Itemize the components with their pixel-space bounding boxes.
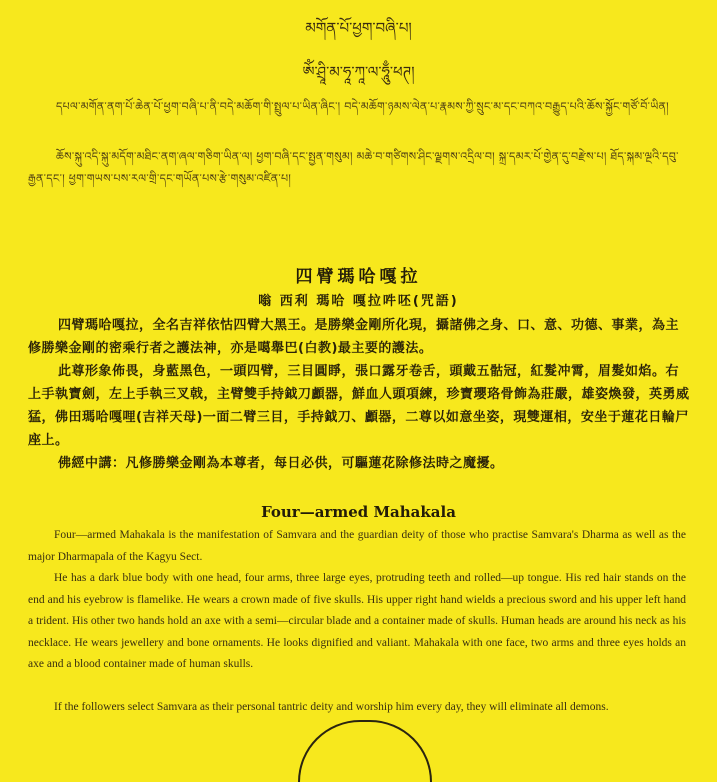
- english-title: Four—armed Mahakala: [261, 503, 456, 521]
- tibetan-title: མགོན་པོ་ཕྱག་བཞི་པ།: [305, 19, 412, 37]
- tibetan-mantra: ཨོཾ་ཤྲཱི་མ་ཧཱ་ཀཱ་ལ་ཧཱུྃ་ཕཊ།: [302, 63, 415, 81]
- chinese-paragraph-3: 佛經中講：凡修勝樂金剛為本尊者，每日必供，可驅蓮花除修法時之魔擾。: [58, 456, 504, 471]
- decorative-arc: [298, 720, 432, 782]
- tibetan-paragraph-1: དཔལ་མགོན་ནག་པོ་ཆེན་པོ་ཕྱག་བཞི་པ་ནི་བདེ་མཆོག་གི་སྤྲུལ་པ་ཡིན་ཞིང་། བདེ་མཆོག་ཉམས་ལེན་པ་རྣམས་ཀྱི་སྲུང་མ་དང་བཀའ་བརྒྱུད་པའི་ཆོས་སྐྱོང་གཙོ་བོ་ཡིན།: [56, 100, 669, 113]
- english-paragraph-2: He has a dark blue body with one head, four arms, three large eyes, protruding teeth and rolled—up tongue. His red hair stands on the end and his eyebrow is flamelike. He wears a crown made of five skulls. His upper right hand wields a precious sword and his upper left hand a trident. His other two hands hold an axe with a semi—circular blade and a container made of skulls. Human heads are around his neck as his necklace. He wears jewellery and bone ornaments. He looks dignified and valiant. Mahakala with one face, two arms and three eyes holds an axe and a blood container made of human skulls.: [28, 572, 686, 670]
- tibetan-paragraph-2: ཆོས་སྐུ་འདི་སྐུ་མདོག་མཐིང་ནག་ཞལ་གཅིག་ཡིན་ལ། ཕྱག་བཞི་དང་སྤྱན་གསུམ། མཆེ་བ་གཙིགས་ཤིང་ལྗགས་འདྲིལ་བ། སྐྲ་དམར་པོ་གྱེན་དུ་བརྫེས་པ། ཐོད་སྐམ་ལྔའི་དབུ་རྒྱན་དང་། ཕྱག་གཡས་པས་རལ་གྲི་དང་གཡོན་པས་རྩེ་གསུམ་འཛིན་པ།: [28, 150, 679, 185]
- chinese-title: 四臂瑪哈嘎拉: [295, 267, 422, 287]
- english-paragraph-1: Four—armed Mahakala is the manifestation of Samvara and the guardian deity of those who practise Samvara's Dharma as well as the major Dharmapala of the Kagyu Sect.: [28, 529, 686, 563]
- chinese-paragraph-1: 四臂瑪哈嘎拉，全名吉祥依怙四臂大黑王。是勝樂金剛所化現，攝諸佛之身、口、意、功德、事業，為主修勝樂金剛的密乘行者之護法神，亦是噶舉巴(白教)最主要的護法。: [28, 318, 680, 356]
- chinese-paragraph-2: 此尊形象佈畏，身藍黑色，一頭四臂，三目圓睜，張口露牙卷舌，頭戴五骷冠，紅髮冲霄，眉髮如焰。右上手執寶劍，左上手執三叉戟，主臂雙手持鉞刀顱器，鮮血人頭項練，珍寶瓔珞骨飾為莊嚴，雄姿煥發，英勇威猛，佛田瑪哈嘎哩(吉祥天母)一面二臂三目，手持鉞刀、顱器，二尊以如意坐姿，現雙運相，安坐于蓮花日輪尸座上。: [28, 364, 690, 448]
- english-paragraph-3: If the followers select Samvara as their personal tantric deity and worship him every day, they will eliminate all demons.: [54, 701, 609, 713]
- chinese-subtitle: 嗡 西利 瑪哈 嘎拉吽呸(咒語): [258, 294, 459, 309]
